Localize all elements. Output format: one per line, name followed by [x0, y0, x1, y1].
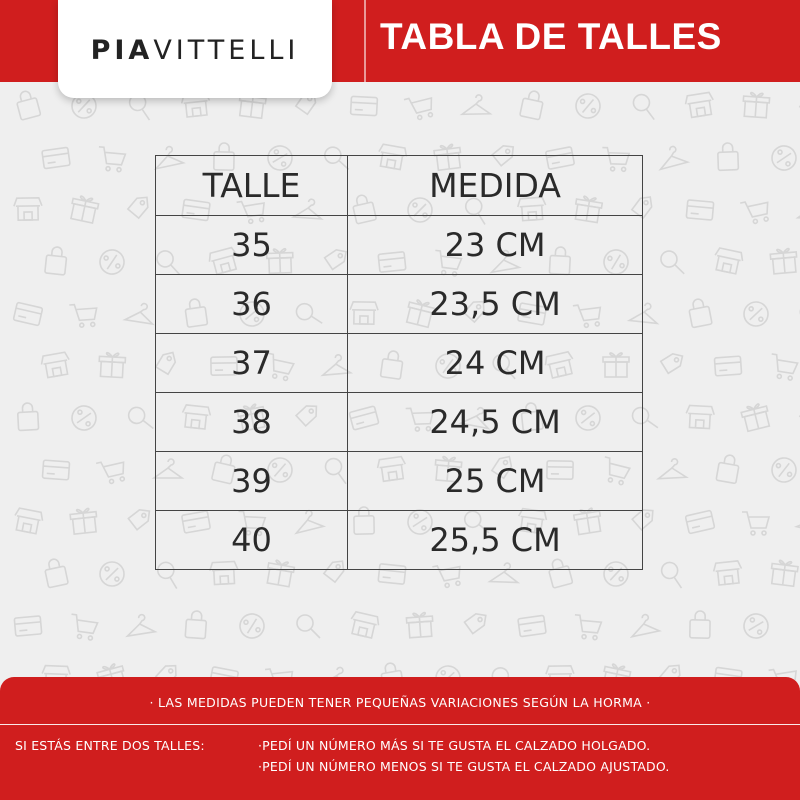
shopping-bag-icon — [690, 611, 710, 638]
discount-icon — [575, 93, 601, 119]
table-row — [156, 334, 643, 393]
magnifier-icon — [297, 615, 320, 638]
clothes-hanger-icon — [657, 458, 686, 478]
footer-notes — [0, 677, 800, 800]
magnifier-icon — [661, 251, 684, 274]
clothes-hanger-icon — [125, 301, 156, 324]
column-header-medida: MEDIDA — [348, 156, 643, 216]
table-row — [156, 452, 643, 511]
shopping-bag-icon — [717, 143, 738, 171]
size-cell: 38 — [156, 393, 348, 452]
shopping-cart-icon — [740, 198, 771, 226]
shopping-bag-icon — [43, 557, 68, 588]
table-row — [156, 275, 643, 334]
credit-card-icon — [685, 510, 714, 533]
credit-card-icon — [686, 200, 713, 220]
storefront-icon — [685, 405, 714, 428]
discount-icon — [98, 248, 126, 276]
measure-cell: 23,5 CM — [348, 275, 643, 334]
credit-card-icon — [42, 460, 69, 480]
gift-box-icon — [770, 559, 799, 586]
shopping-cart-icon — [742, 512, 769, 535]
storefront-icon — [14, 198, 42, 220]
clothes-hanger-icon — [628, 612, 659, 636]
credit-card-icon — [42, 147, 70, 168]
measure-cell: 25 CM — [348, 452, 643, 511]
storefront-icon — [712, 247, 744, 274]
magnifier-icon — [631, 94, 657, 120]
table-row — [156, 216, 643, 275]
storefront-icon — [348, 611, 380, 639]
size-cell: 37 — [156, 334, 348, 393]
measure-cell: 25,5 CM — [348, 511, 643, 570]
magnifier-icon — [128, 406, 154, 432]
shopping-cart-icon — [97, 147, 126, 172]
between-sizes-label: SI ESTÁS ENTRE DOS TALLES: — [15, 738, 205, 753]
gift-box-icon — [770, 248, 798, 274]
price-tag-icon — [127, 197, 149, 219]
credit-card-icon — [714, 356, 741, 376]
brand-logo-part2: VITTELLI — [153, 34, 300, 66]
shopping-bag-icon — [185, 610, 207, 638]
gift-box-icon — [742, 92, 770, 118]
storefront-icon — [713, 561, 743, 586]
table-row — [156, 393, 643, 452]
clothes-hanger-icon — [124, 613, 155, 636]
shopping-cart-icon — [69, 303, 98, 328]
brand-logo-part1: PIA — [90, 34, 154, 66]
brand-logo — [91, 33, 300, 66]
size-cell: 40 — [156, 511, 348, 570]
shopping-bag-icon — [716, 453, 740, 483]
magnifier-icon — [659, 561, 686, 588]
discount-icon — [238, 612, 267, 641]
credit-card-icon — [13, 302, 42, 325]
clothes-hanger-icon — [656, 144, 688, 170]
gift-box-icon — [69, 195, 99, 224]
clothes-hanger-icon — [797, 508, 800, 533]
discount-icon — [70, 404, 98, 432]
gift-box-icon — [406, 612, 434, 638]
variation-note: · LAS MEDIDAS PUEDEN TENER PEQUEÑAS VARIACIONES SEGÚN LA HORMA · — [149, 695, 651, 710]
credit-card-icon — [14, 616, 41, 636]
tip-tight-fit: ·PEDÍ UN NÚMERO MENOS SI TE GUSTA EL CALZADO AJUSTADO. — [258, 759, 670, 774]
header-divider — [364, 0, 366, 82]
shopping-bag-icon — [687, 297, 712, 327]
shopping-bag-icon — [520, 89, 545, 120]
size-cell: 36 — [156, 275, 348, 334]
discount-icon — [770, 144, 798, 172]
shopping-cart-icon — [96, 457, 127, 485]
measure-cell: 23 CM — [348, 216, 643, 275]
shopping-bag-icon — [14, 89, 40, 120]
shopping-bag-icon — [17, 402, 38, 430]
storefront-icon — [684, 92, 715, 118]
discount-icon — [771, 457, 798, 484]
price-tag-icon — [659, 352, 683, 376]
brand-logo-card — [58, 0, 332, 98]
measure-cell: 24,5 CM — [348, 393, 643, 452]
gift-box-icon — [740, 402, 771, 432]
shopping-bag-icon — [45, 246, 68, 275]
size-cell: 35 — [156, 216, 348, 275]
footer-divider — [0, 724, 800, 725]
discount-icon — [100, 562, 124, 586]
discount-icon — [741, 611, 770, 640]
tip-loose-fit: ·PEDÍ UN NÚMERO MÁS SI TE GUSTA EL CALZADO HOLGADO. — [258, 738, 651, 753]
clothes-hanger-icon — [462, 95, 490, 114]
price-tag-icon — [127, 509, 149, 531]
table-row — [156, 511, 643, 570]
storefront-icon — [40, 352, 71, 379]
credit-card-icon — [518, 615, 546, 636]
page-title: TABLA DE TALLES — [380, 16, 722, 57]
measure-cell: 24 CM — [348, 334, 643, 393]
size-cell: 39 — [156, 452, 348, 511]
shopping-cart-icon — [404, 93, 436, 122]
shopping-cart-icon — [68, 614, 98, 641]
column-header-talle: TALLE — [156, 156, 348, 216]
size-chart-table — [155, 155, 643, 570]
price-tag-icon — [463, 612, 486, 635]
shopping-cart-icon — [768, 354, 798, 381]
gift-box-icon — [70, 508, 98, 535]
table-header-row — [156, 156, 643, 216]
storefront-icon — [12, 508, 44, 535]
discount-icon — [744, 302, 769, 327]
shopping-cart-icon — [573, 615, 602, 640]
gift-box-icon — [98, 352, 125, 377]
credit-card-icon — [351, 96, 378, 115]
